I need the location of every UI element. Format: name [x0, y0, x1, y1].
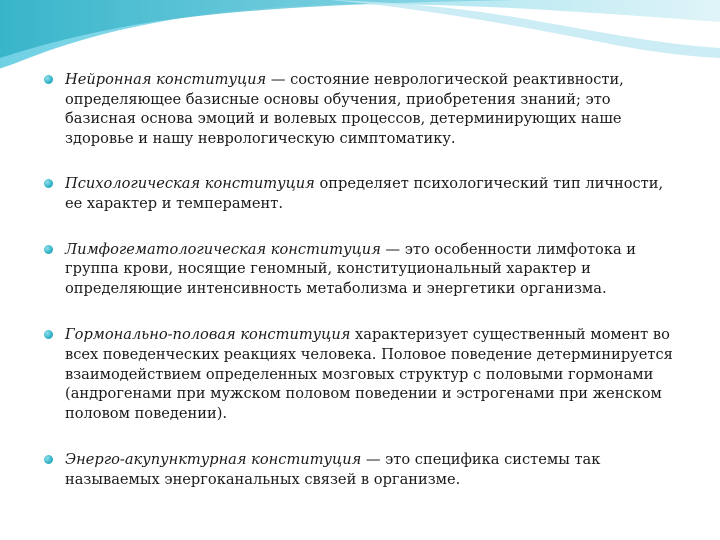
content-area: [40, 70, 680, 490]
bullet-term: Гормонально-половая конституция: [65, 326, 351, 344]
bullet-text: — это особенности лимфотока и группа крови, носящие геномный, конституциональный характер и определяющие интенсивность метаболизма и энергетики организма.: [65, 240, 637, 297]
bullet-list: [40, 70, 680, 490]
bullet-dot-icon: [44, 179, 53, 188]
bullet-item: [40, 70, 680, 148]
bullet-dot-icon: [44, 330, 53, 339]
bullet-item: [40, 325, 680, 423]
bullet-term: Энерго-акупунктурная конституция: [65, 451, 362, 469]
bullet-text: — состояние неврологической реактивности, определяющее базисные основы обучения, приобретения знаний; это базисная основа эмоций и волевых процессов, детерминирующих наше здоровье и нашу неврологическую симптоматику.: [65, 71, 624, 147]
bullet-item: [40, 450, 680, 489]
bullet-text: — это специфика системы так называемых энергоканальных связей в организме.: [65, 451, 601, 488]
bullet-text: определяет психологический тип личности, ее характер и темперамент.: [65, 175, 664, 212]
bullet-dot-icon: [44, 75, 53, 84]
bullet-dot-icon: [44, 455, 53, 464]
bullet-term: Нейронная конституция: [65, 71, 267, 88]
bullet-item: [40, 174, 680, 213]
bullet-term: Психологическая конституция: [65, 175, 315, 193]
bullet-item: [40, 240, 680, 299]
bullet-term: Лимфогематологическая конституция: [65, 240, 381, 258]
bullet-text: характеризует существенный момент во всех поведенческих реакциях человека. Половое поведение детерминируется взаимодействием определенных мозговых структур с половыми гормонами (андрогенами при мужском половом поведении и эстрогенами при женском половом поведении).: [65, 326, 673, 422]
bullet-dot-icon: [44, 245, 53, 254]
